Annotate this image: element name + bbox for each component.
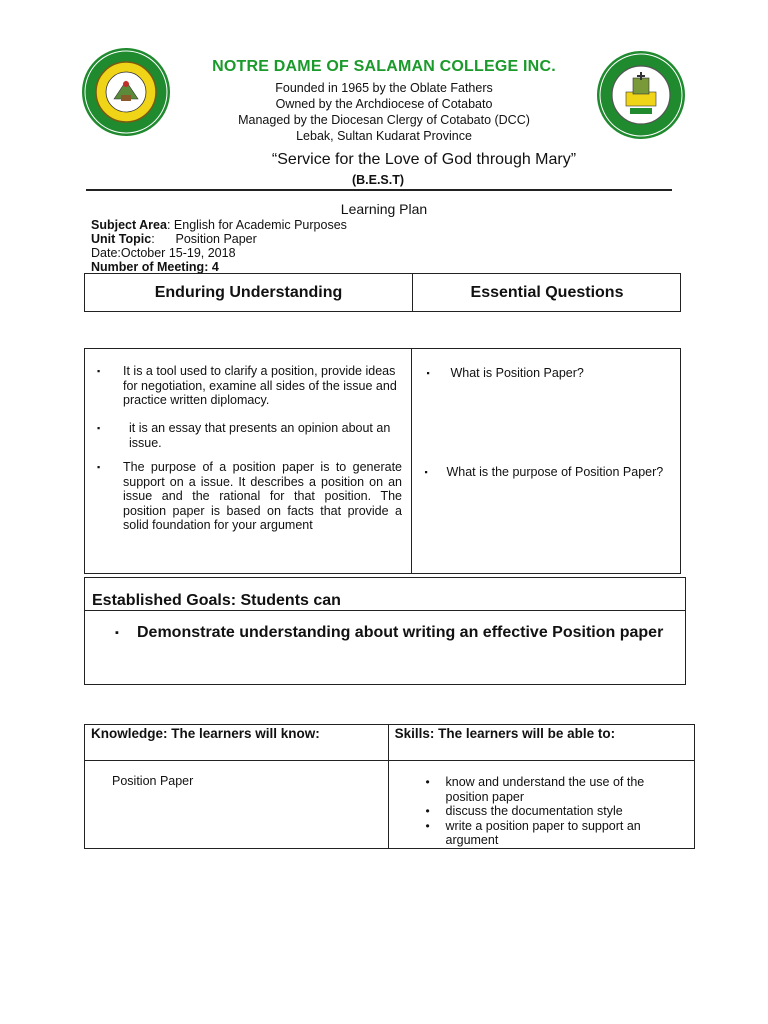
round-bullet-icon: • <box>425 818 430 833</box>
skills-heading: Skills: The learners will be able to: <box>394 726 616 741</box>
square-bullet-icon: ▪ <box>97 423 101 433</box>
skill-item: • discuss the documentation style <box>425 804 623 818</box>
knowledge-cell <box>85 761 389 849</box>
motto: “Service for the Love of God through Mary” <box>271 151 577 168</box>
owned-line: Owned by the Archdiocese of Cotabato <box>275 97 493 111</box>
questions-cell <box>412 349 680 573</box>
subject-area: Subject Area: English for Academic Purposes <box>91 218 347 232</box>
square-bullet-icon: ▪ <box>115 627 119 639</box>
square-bullet-icon: ▪ <box>424 467 428 477</box>
number-of-meeting: Number of Meeting: 4 <box>91 260 219 274</box>
date-line: Date:October 15-19, 2018 <box>91 246 236 260</box>
established-goals-table <box>84 577 686 685</box>
enduring-understanding-body-table <box>84 348 681 574</box>
motto-acronym: (B.E.S.T) <box>351 173 405 187</box>
document-title: Learning Plan <box>340 201 428 217</box>
question-item: ▪ What is Position Paper? <box>426 366 584 380</box>
enduring-understanding-header-table <box>84 273 681 312</box>
skills-cell <box>389 761 695 849</box>
goal-item: ▪ Demonstrate understanding about writing an effective Position paper <box>115 624 664 641</box>
understanding-item: ▪ It is a tool used to clarify a position, provide ideas for negotiation, examine all sides of the issue and practice written diplomacy. <box>97 364 397 407</box>
knowledge-skills-body-row <box>85 761 694 849</box>
round-bullet-icon: • <box>425 804 430 818</box>
header-divider <box>86 189 672 191</box>
skill-item: • know and understand the use of the position paper <box>425 775 645 804</box>
skills-list <box>389 775 684 848</box>
knowledge-value: Position Paper <box>112 774 194 788</box>
skill-item: • write a position paper to support an argument <box>425 818 641 847</box>
question-item: ▪ What is the purpose of Position Paper? <box>424 465 664 479</box>
managed-line: Managed by the Diocesan Clergy of Cotabato (DCC) <box>238 113 530 127</box>
square-bullet-icon: ▪ <box>426 368 430 378</box>
knowledge-skills-header-row <box>85 725 694 761</box>
founded-line: Founded in 1965 by the Oblate Fathers <box>275 81 493 95</box>
round-bullet-icon: • <box>425 775 430 789</box>
knowledge-heading: Knowledge: The learners will know: <box>85 725 389 760</box>
square-bullet-icon: ▪ <box>97 366 101 376</box>
location-line: Lebak, Sultan Kudarat Province <box>296 129 472 143</box>
essential-questions-heading: Essential Questions <box>470 283 624 301</box>
school-name: NOTRE DAME OF SALAMAN COLLEGE INC. <box>212 58 556 75</box>
understanding-item: ▪ The purpose of a position paper is to generate support on a issue. It describes a position on an issue and the rational for that position. The position paper is based on facts that provide a solid foundation for your argument <box>97 460 402 532</box>
knowledge-skills-table <box>84 724 695 849</box>
enduring-understanding-heading: Enduring Understanding <box>85 274 413 311</box>
understanding-item: ▪ it is an essay that presents an opinion about an issue. <box>97 421 391 450</box>
understanding-cell <box>85 349 412 573</box>
square-bullet-icon: ▪ <box>97 462 101 472</box>
established-goals-heading: Established Goals: Students can <box>85 578 685 611</box>
unit-topic: Unit Topic: Position Paper <box>91 232 257 246</box>
